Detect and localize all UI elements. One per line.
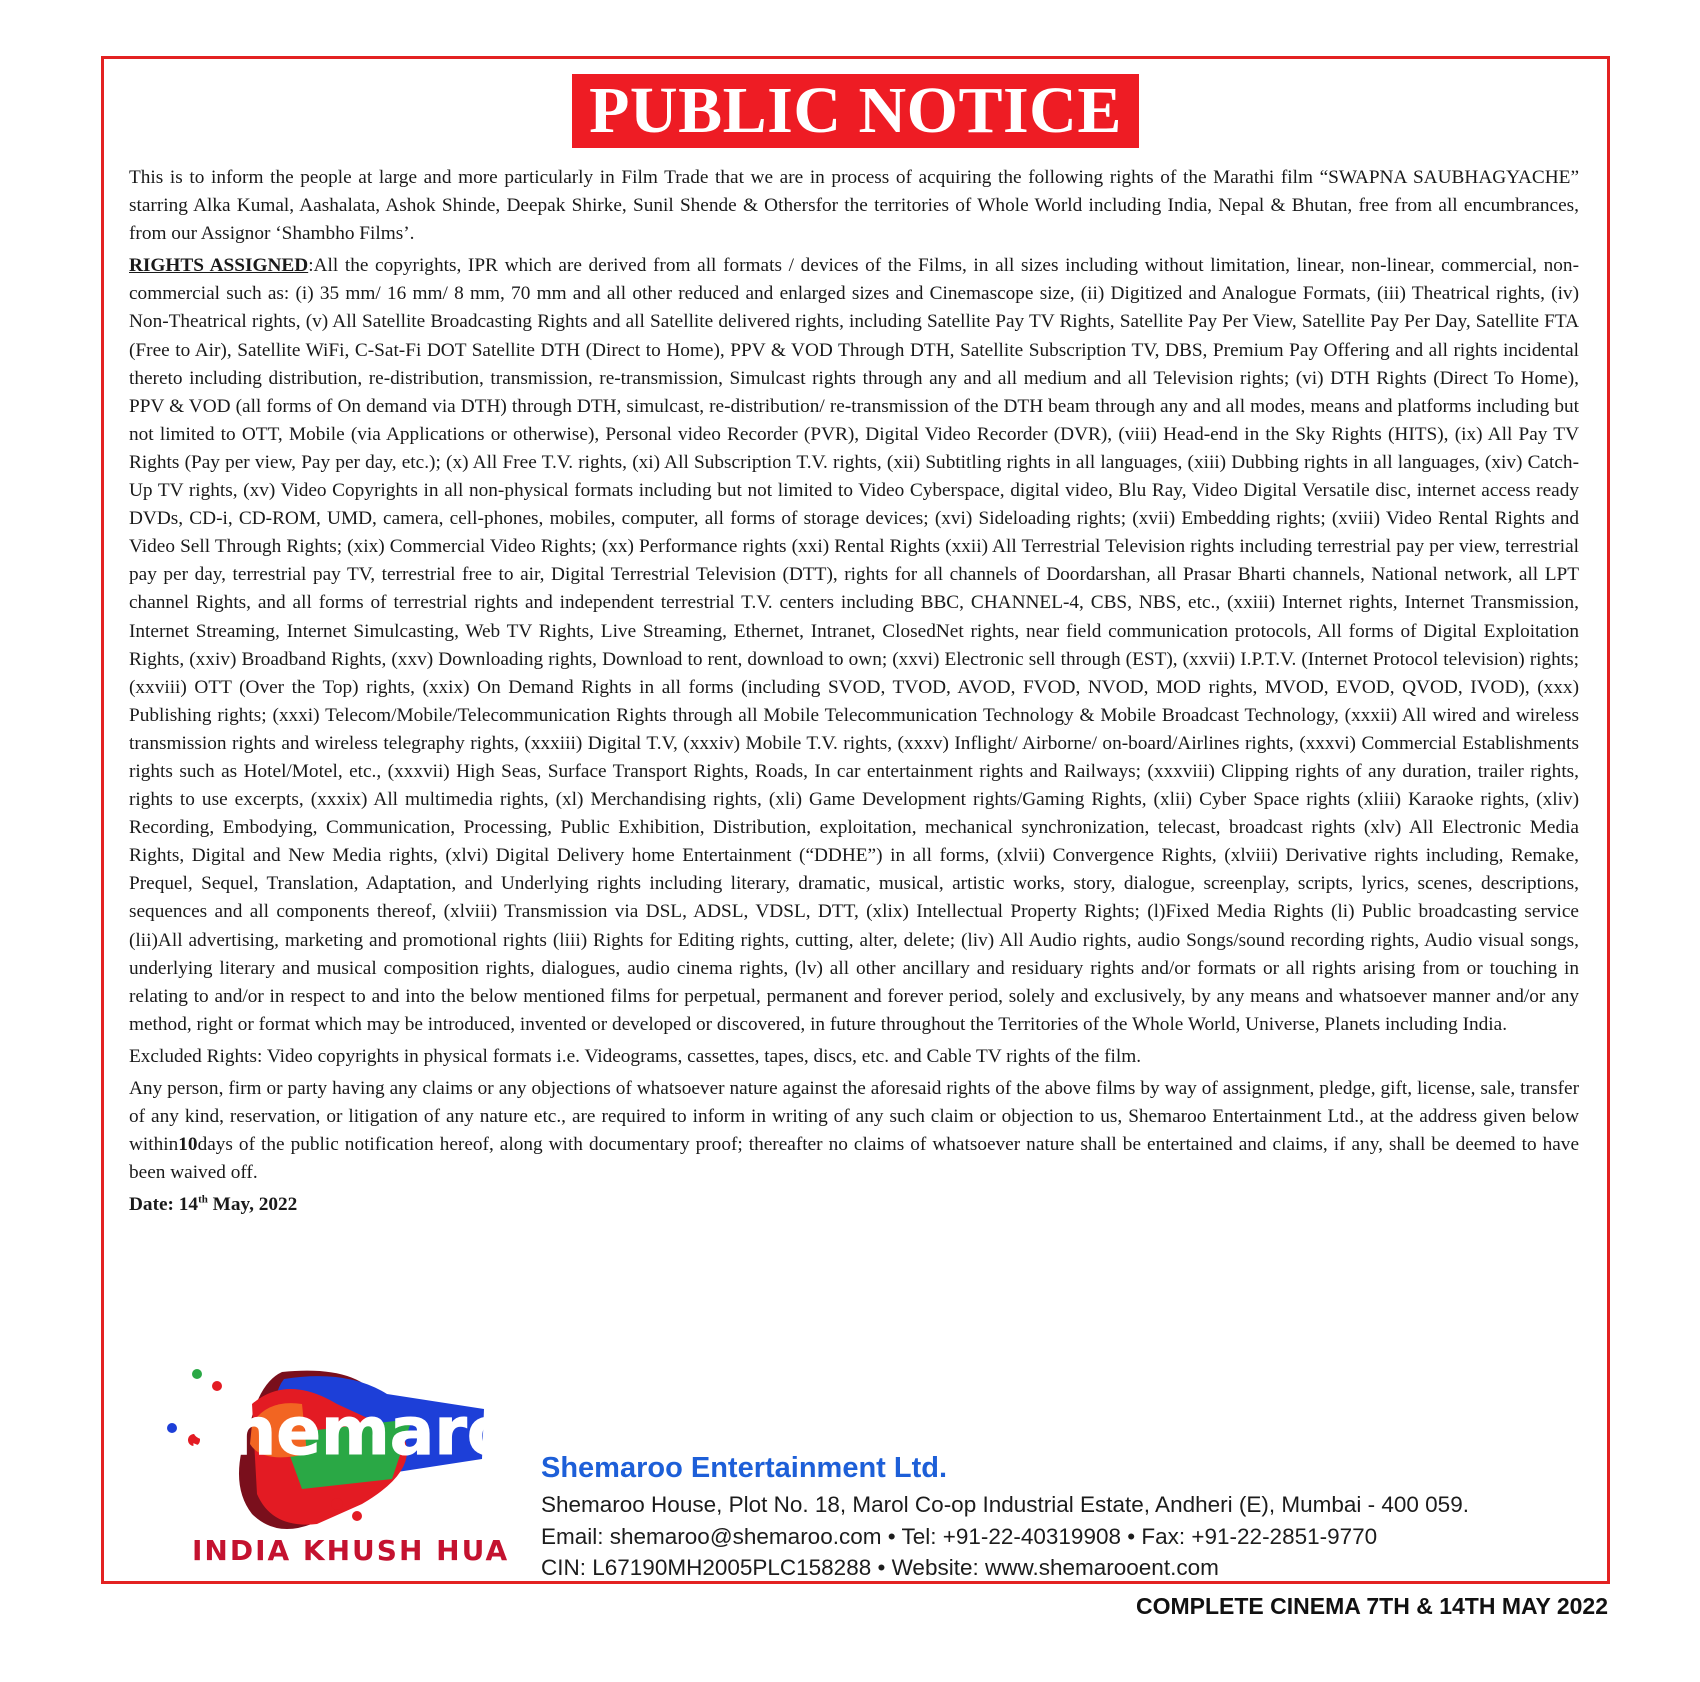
rights-paragraph (129, 252, 1579, 1039)
company-contact: Email: shemaroo@shemaroo.com • Tel: +91-22-40319908 • Fax: +91-22-2851-9770 (541, 1523, 1378, 1549)
brand-tagline: INDIA KHUSH HUA (192, 1534, 510, 1567)
excluded-rights-paragraph: Excluded Rights: Video copyrights in physical formats i.e. Videograms, cassettes, tapes, discs, etc. and Cable TV rights of the film. (129, 1045, 1142, 1067)
publication-footer: COMPLETE CINEMA 7TH & 14TH MAY 2022 (1135, 1593, 1608, 1619)
notice-title: PUBLIC NOTICE (572, 74, 1139, 148)
company-block (541, 1450, 1469, 1584)
claims-text-start: Any person, firm or party having any claims or any objections of whatsoever nature against the aforesaid rights of the above films by way of assignment, pledge, gift, license, sale, transfer of any kind, reservation, or litigation of any nature etc., are required to inform in writing of any such claim or objection to us, Shemaroo Entertainment Ltd., at the address given below within (129, 1078, 1579, 1156)
company-cin: CIN: L67190MH2005PLC158288 • Website: www.shemarooent.com (541, 1555, 1219, 1580)
notice-body (129, 164, 1579, 1219)
notice-frame (101, 56, 1610, 1584)
claims-paragraph (129, 1075, 1579, 1187)
logo-wordmark: shemaroo (190, 1393, 558, 1470)
claims-days: 10 (178, 1134, 198, 1156)
notice-date: Date: 14th May, 2022 (129, 1193, 298, 1216)
intro-paragraph: This is to inform the people at large and more particularly in Film Trade that we are in process of acquiring the following rights of the Marathi film “SWAPNA SAUBHAGYACHE” starring Alka Kumal, Aashalata, Ashok Shinde, Deepak Shirke, Sunil Shende & Othersfor the territories of Whole World including India, Nepal & Bhutan, free from all encumbrances, from our Assignor ‘Shambho Films’. (129, 167, 1579, 245)
company-address: Shemaroo House, Plot No. 18, Marol Co-op Industrial Estate, Andheri (E), Mumbai - 400 059. (541, 1492, 1469, 1517)
claims-text-end: days of the public notification hereof, along with documentary proof; thereafter no claims of whatsoever nature shall be entertained and claims, if any, shall be deemed to have been waived off. (129, 1134, 1579, 1184)
rights-text: :All the copyrights, IPR which are derived from all formats / devices of the Films, in all sizes including without limitation, linear, non-linear, commercial, non-commercial such as: (i) 35 mm/ 16 mm/ 8 mm, 70 mm and all other reduced and enlarged sizes and Cinemascope size, (ii) Digitized and Analogue Formats, (iii) Theatrical rights, (iv) Non-Theatrical rights, (v) All Satellite Broadcasting Rights and all Satellite delivered rights, including Satellite Pay TV Rights, Satellite Pay Per View, Satellite Pay Per Day, Satellite FTA (Free to Air), Satellite WiFi, C-Sat-Fi DOT Satellite DTH (Direct to Home), PPV & VOD Through DTH, Satellite Subscription TV, DBS, Premium Pay Offering and all rights incidental thereto including distribution, re-distribution, transmission, re-transmission, Simulcast rights through any and all medium and all Television rights; (vi) DTH Rights (Direct To Home), PPV & VOD (all forms of On demand via DTH) through DTH, simulcast, re-distribution/ re-transmission of the DTH beam through any and all modes, means and platforms including but not limited to OTT, Mobile (via Applications or otherwise), Personal video Recorder (PVR), Digital Video Recorder (DVR), (viii) Head-end in the Sky Rights (HITS), (ix) All Pay TV Rights (Pay per view, Pay per day, etc.); (x) All Free T.V. rights, (xi) All Subscription T.V. rights, (xii) Subtitling rights in all languages, (xiii) Dubbing rights in all languages, (xiv) Catch-Up TV rights, (xv) Video Copyrights in all non-physical formats including but not limited to Video Cyberspace, digital video, Blu Ray, Video Digital Versatile disc, internet access ready DVDs, CD-i, CD-ROM, UMD, camera, cell-phones, mobiles, computer, all forms of storage devices; (xvi) Sideloading rights; (xvii) Embedding rights; (xviii) Video Rental Rights and Video Sell Through Rights; (xix) Commercial Video Rights; (xx) Performance rights (xxi) Rental Rights (xxii) All Terrestrial Television rights including terrestrial pay per view, terrestrial pay per day, terrestrial pay TV, terrestrial free to air, Digital Terrestrial Television (DTT), rights for all channels of Doordarshan, all Prasar Bharti channels, National network, all LPT channel Rights, and all forms of terrestrial rights and independent terrestrial T.V. centers including BBC, CHANNEL-4, CBS, NBS, etc., (xxiii) Internet rights, Internet Transmission, Internet Streaming, Internet Simulcasting, Web TV Rights, Live Streaming, Ethernet, Intranet, ClosedNet rights, near field communication protocols, All forms of Digital Exploitation Rights, (xxiv) Broadband Rights, (xxv) Downloading rights, Download to rent, download to own; (xxvi) Electronic sell through (EST), (xxvii) I.P.T.V. (Internet Protocol television) rights; (xxviii) OTT (Over the Top) rights, (xxix) On Demand Rights in all forms (including SVOD, TVOD, AVOD, FVOD, NVOD, MOD rights, MVOD, EVOD, QVOD, IVOD), (xxx) Publishing rights; (xxxi) Telecom/Mobile/Telecommunication Rights through all Mobile Telecommunication Technology & Mobile Broadcast Technology, (xxxii) All wired and wireless transmission rights and wireless telegraphy rights, (xxxiii) Digital T.V, (xxxiv) Mobile T.V. rights, (xxxv) Inflight/ Airborne/ on-board/Airlines rights, (xxxvi) Commercial Establishments rights such as Hotel/Motel, etc., (xxxvii) High Seas, Surface Transport Rights, Roads, In car entertainment rights and Railways; (xxxviii) Clipping rights of any duration, trailer rights, rights to use excerpts, (xxxix) All multimedia rights, (xl) Merchandising rights, (xli) Game Development rights/Gaming Rights, (xlii) Cyber Space rights (xliii) Karaoke rights, (xliv) Recording, Embodying, Communication, Processing, Public Exhibition, Distribution, exploitation, mechanical synchronization, telecast, broadcast rights (xlv) All Electronic Media Rights, Digital and New Media rights, (xlvi) Digital Delivery home Entertainment (“DDHE”) in all forms, (xlvii) Convergence Rights, (xlviii) Derivative rights including, Remake, Prequel, Sequel, Translation, Adaptation, and Underlying rights including literary, dramatic, musical, artistic works, story, dialogue, screenplay, scripts, lyrics, scenes, descriptions, sequences and all components thereof, (xlviii) Transmission via DSL, ADSL, VDSL, DTT, (xlix) Intellectual Property Rights; (l)Fixed Media Rights (li) Public broadcasting service (lii)All advertising, marketing and promotional rights (liii) Rights for Editing rights, cutting, alter, delete; (liv) All Audio rights, audio Songs/sound recording rights, Audio visual songs, underlying literary and musical composition rights, dialogues, audio cinema rights, (lv) all other ancillary and residuary rights and/or formats or all rights arising from or touching in relating to and/or in respect to and into the below mentioned films for perpetual, permanent and forever period, solely and exclusively, by any means and whatsoever manner and/or any method, right or format which may be introduced, invented or developed or discovered, in future throughout the Territories of the Whole World, Universe, Planets including India. (129, 255, 1579, 1035)
rights-heading: RIGHTS ASSIGNED (129, 255, 309, 277)
company-name: Shemaroo Entertainment Ltd. (541, 1452, 948, 1484)
